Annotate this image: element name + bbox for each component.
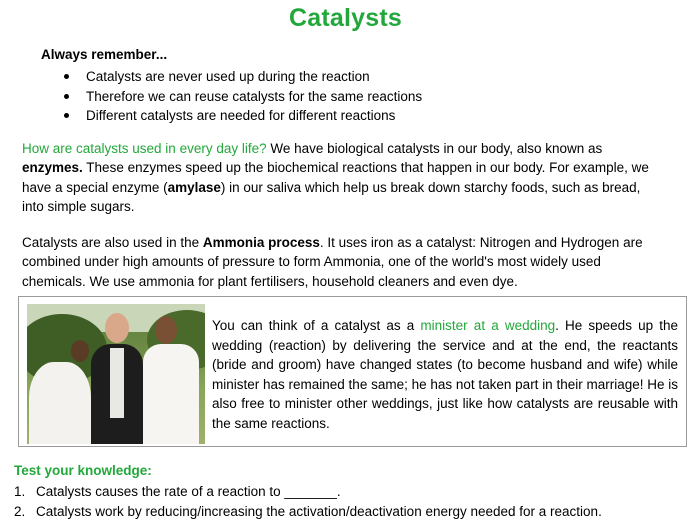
ammonia-paragraph bbox=[22, 233, 662, 291]
quiz-item bbox=[14, 502, 684, 522]
paragraph-text: We have biological catalysts in our body, also known as bbox=[266, 141, 603, 156]
quiz-number: 1. bbox=[14, 484, 26, 499]
remember-item: Catalysts are never used up during the reaction bbox=[62, 67, 422, 87]
remember-heading: Always remember... bbox=[41, 47, 168, 62]
paragraph-text: Catalysts are also used in the bbox=[22, 235, 203, 250]
remember-item: Different catalysts are needed for different reactions bbox=[62, 106, 422, 126]
remember-list bbox=[62, 67, 422, 126]
paragraph-text: ) in our saliva which help us break down starchy foods, such as bread, into simple sugars. bbox=[22, 179, 641, 214]
remember-item: Therefore we can reuse catalysts for the same reactions bbox=[62, 87, 422, 107]
ammonia-process-term: Ammonia process bbox=[202, 235, 320, 250]
analogy-highlight: minister at a wedding bbox=[420, 318, 556, 333]
everyday-use-question: How are catalysts used in every day life? bbox=[22, 141, 267, 156]
bride-figure bbox=[29, 362, 91, 444]
quiz-item bbox=[14, 482, 684, 502]
quiz-number: 2. bbox=[14, 504, 26, 519]
quiz-question: Catalysts work by reducing/increasing the activation/deactivation energy needed for a reaction. bbox=[36, 504, 602, 519]
page-title: Catalysts bbox=[289, 4, 402, 32]
analogy-text bbox=[212, 316, 678, 434]
paragraph-text: . It uses iron as a catalyst: Nitrogen and Hydrogen are combined under high amounts of pressure to form Ammonia, one of the world's most widely used chemicals. We use ammonia for plant fertilisers, household cleaners and even dye. bbox=[22, 235, 643, 289]
analogy-text-a: You can think of a catalyst as a bbox=[212, 318, 421, 333]
amylase-term: amylase bbox=[167, 179, 221, 195]
quiz-list bbox=[14, 482, 684, 522]
quiz-question: Catalysts causes the rate of a reaction to _______. bbox=[36, 484, 341, 499]
analogy-text-b: . He speeds up the wedding (reaction) by delivering the service and at the end, the reactants (bride and groom) have changed states (to become husband and wife) while minister has remained the same; he has not taken part in their marriage! He is also free to minister other weddings, just like how catalysts are reusable with the same reactions. bbox=[212, 318, 678, 431]
groom-figure bbox=[143, 344, 199, 444]
wedding-photo bbox=[27, 304, 205, 444]
everyday-use-paragraph bbox=[22, 139, 662, 216]
quiz-heading: Test your knowledge: bbox=[14, 463, 152, 478]
enzymes-term: enzymes. bbox=[22, 160, 83, 176]
paragraph-text: These enzymes speed up the biochemical reactions that happen in our body. For example, we have a special enzyme ( bbox=[22, 160, 649, 195]
